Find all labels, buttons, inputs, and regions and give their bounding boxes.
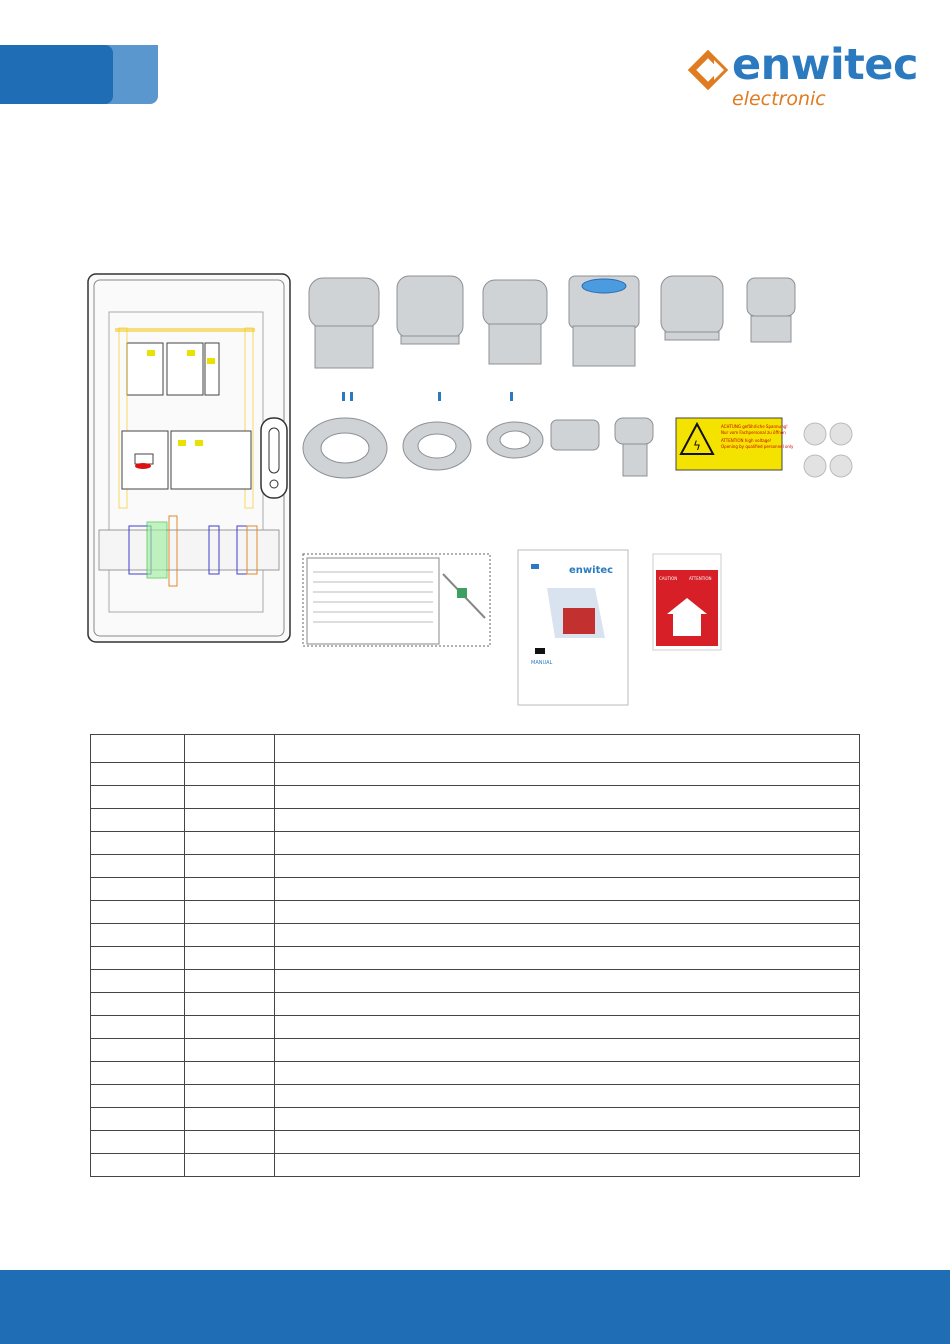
manual-brand: enwitec	[569, 565, 614, 576]
table-cell	[91, 1108, 185, 1131]
caution-card-drawing	[653, 554, 721, 650]
table-row	[91, 735, 860, 763]
table-cell	[185, 924, 275, 947]
table-cell	[185, 993, 275, 1016]
table-row	[91, 832, 860, 855]
warning-line-2: Nur vom Fachpersonal zu öffnen	[721, 430, 786, 435]
manual-booklet-drawing	[518, 550, 628, 705]
caution-line-2: ATTENTION	[689, 576, 712, 581]
table-row	[91, 1039, 860, 1062]
table-cell	[275, 809, 860, 832]
cable-gland-row	[309, 276, 795, 368]
table-row	[91, 855, 860, 878]
table-row	[91, 1085, 860, 1108]
table-cell	[91, 809, 185, 832]
table-cell	[275, 993, 860, 1016]
table-cell	[91, 786, 185, 809]
warning-label-drawing	[676, 418, 794, 470]
table-cell	[91, 1039, 185, 1062]
table-cell	[91, 763, 185, 786]
logo-tagline: electronic	[732, 88, 826, 110]
table-cell	[91, 878, 185, 901]
table-row	[91, 1062, 860, 1085]
table-row	[91, 1131, 860, 1154]
logo-wordmark: enwitec	[732, 40, 918, 90]
table-cell	[185, 970, 275, 993]
table-cell	[91, 993, 185, 1016]
table-row	[91, 809, 860, 832]
table-cell	[91, 901, 185, 924]
table-cell	[275, 924, 860, 947]
table-row	[91, 1016, 860, 1039]
table-cell	[91, 1062, 185, 1085]
table-cell	[275, 1085, 860, 1108]
table-cell	[185, 855, 275, 878]
table-cell	[185, 1062, 275, 1085]
table-cell	[275, 832, 860, 855]
table-cell	[185, 878, 275, 901]
table-row	[91, 993, 860, 1016]
table-cell	[185, 901, 275, 924]
warning-line-3: ATTENTION high voltage!	[721, 438, 772, 443]
table-cell	[275, 786, 860, 809]
table-row	[91, 763, 860, 786]
instruction-sheet-drawing	[303, 554, 490, 646]
table-cell	[275, 901, 860, 924]
table-row	[91, 924, 860, 947]
table-cell	[185, 1039, 275, 1062]
warning-line-4: Opening by qualified personnel only	[721, 444, 794, 449]
table-cell	[275, 878, 860, 901]
warning-line-1: ACHTUNG gefährliche Spannung!	[721, 424, 788, 429]
table-cell	[91, 924, 185, 947]
caution-line-1: CAUTION	[659, 576, 678, 581]
enclosure-drawing	[88, 274, 290, 642]
table-cell	[91, 855, 185, 878]
table-cell	[91, 832, 185, 855]
table-cell	[185, 786, 275, 809]
table-cell	[275, 1154, 860, 1177]
table-cell	[275, 855, 860, 878]
table-row	[91, 970, 860, 993]
table-cell	[275, 1131, 860, 1154]
table-cell	[185, 809, 275, 832]
table-cell	[91, 1154, 185, 1177]
table-cell	[275, 1016, 860, 1039]
table-cell	[185, 832, 275, 855]
table-cell	[185, 735, 275, 763]
table-cell	[91, 1085, 185, 1108]
table-row	[91, 878, 860, 901]
table-cell	[275, 947, 860, 970]
lock-nut-row	[303, 418, 653, 478]
table-cell	[185, 947, 275, 970]
table-row	[91, 1108, 860, 1131]
table-cell	[275, 735, 860, 763]
header-tab-dark	[0, 45, 113, 104]
table-cell	[91, 735, 185, 763]
table-cell	[91, 947, 185, 970]
footer-bar	[0, 1270, 950, 1344]
table-row	[91, 901, 860, 924]
table-cell	[275, 1039, 860, 1062]
table-cell	[275, 763, 860, 786]
table-cell	[185, 1131, 275, 1154]
table-cell	[185, 1108, 275, 1131]
sticker-dots	[804, 423, 852, 477]
table-row	[91, 786, 860, 809]
table-cell	[185, 1154, 275, 1177]
table-row	[91, 947, 860, 970]
table-cell	[185, 1016, 275, 1039]
table-cell	[275, 970, 860, 993]
table-cell	[91, 1131, 185, 1154]
product-illustration	[85, 268, 865, 713]
table-cell	[185, 1085, 275, 1108]
manual-title: MANUAL	[531, 660, 553, 666]
enwitec-logo	[688, 40, 918, 115]
table-cell	[275, 1062, 860, 1085]
blue-markers	[342, 392, 513, 401]
table-cell	[185, 763, 275, 786]
diamond-logo-icon	[688, 50, 732, 94]
product-figure	[85, 268, 865, 713]
table-cell	[91, 1016, 185, 1039]
svg-text:ϟ: ϟ	[693, 439, 701, 453]
parts-table	[90, 734, 860, 1177]
table-row	[91, 1154, 860, 1177]
table-cell	[91, 970, 185, 993]
table-cell	[275, 1108, 860, 1131]
